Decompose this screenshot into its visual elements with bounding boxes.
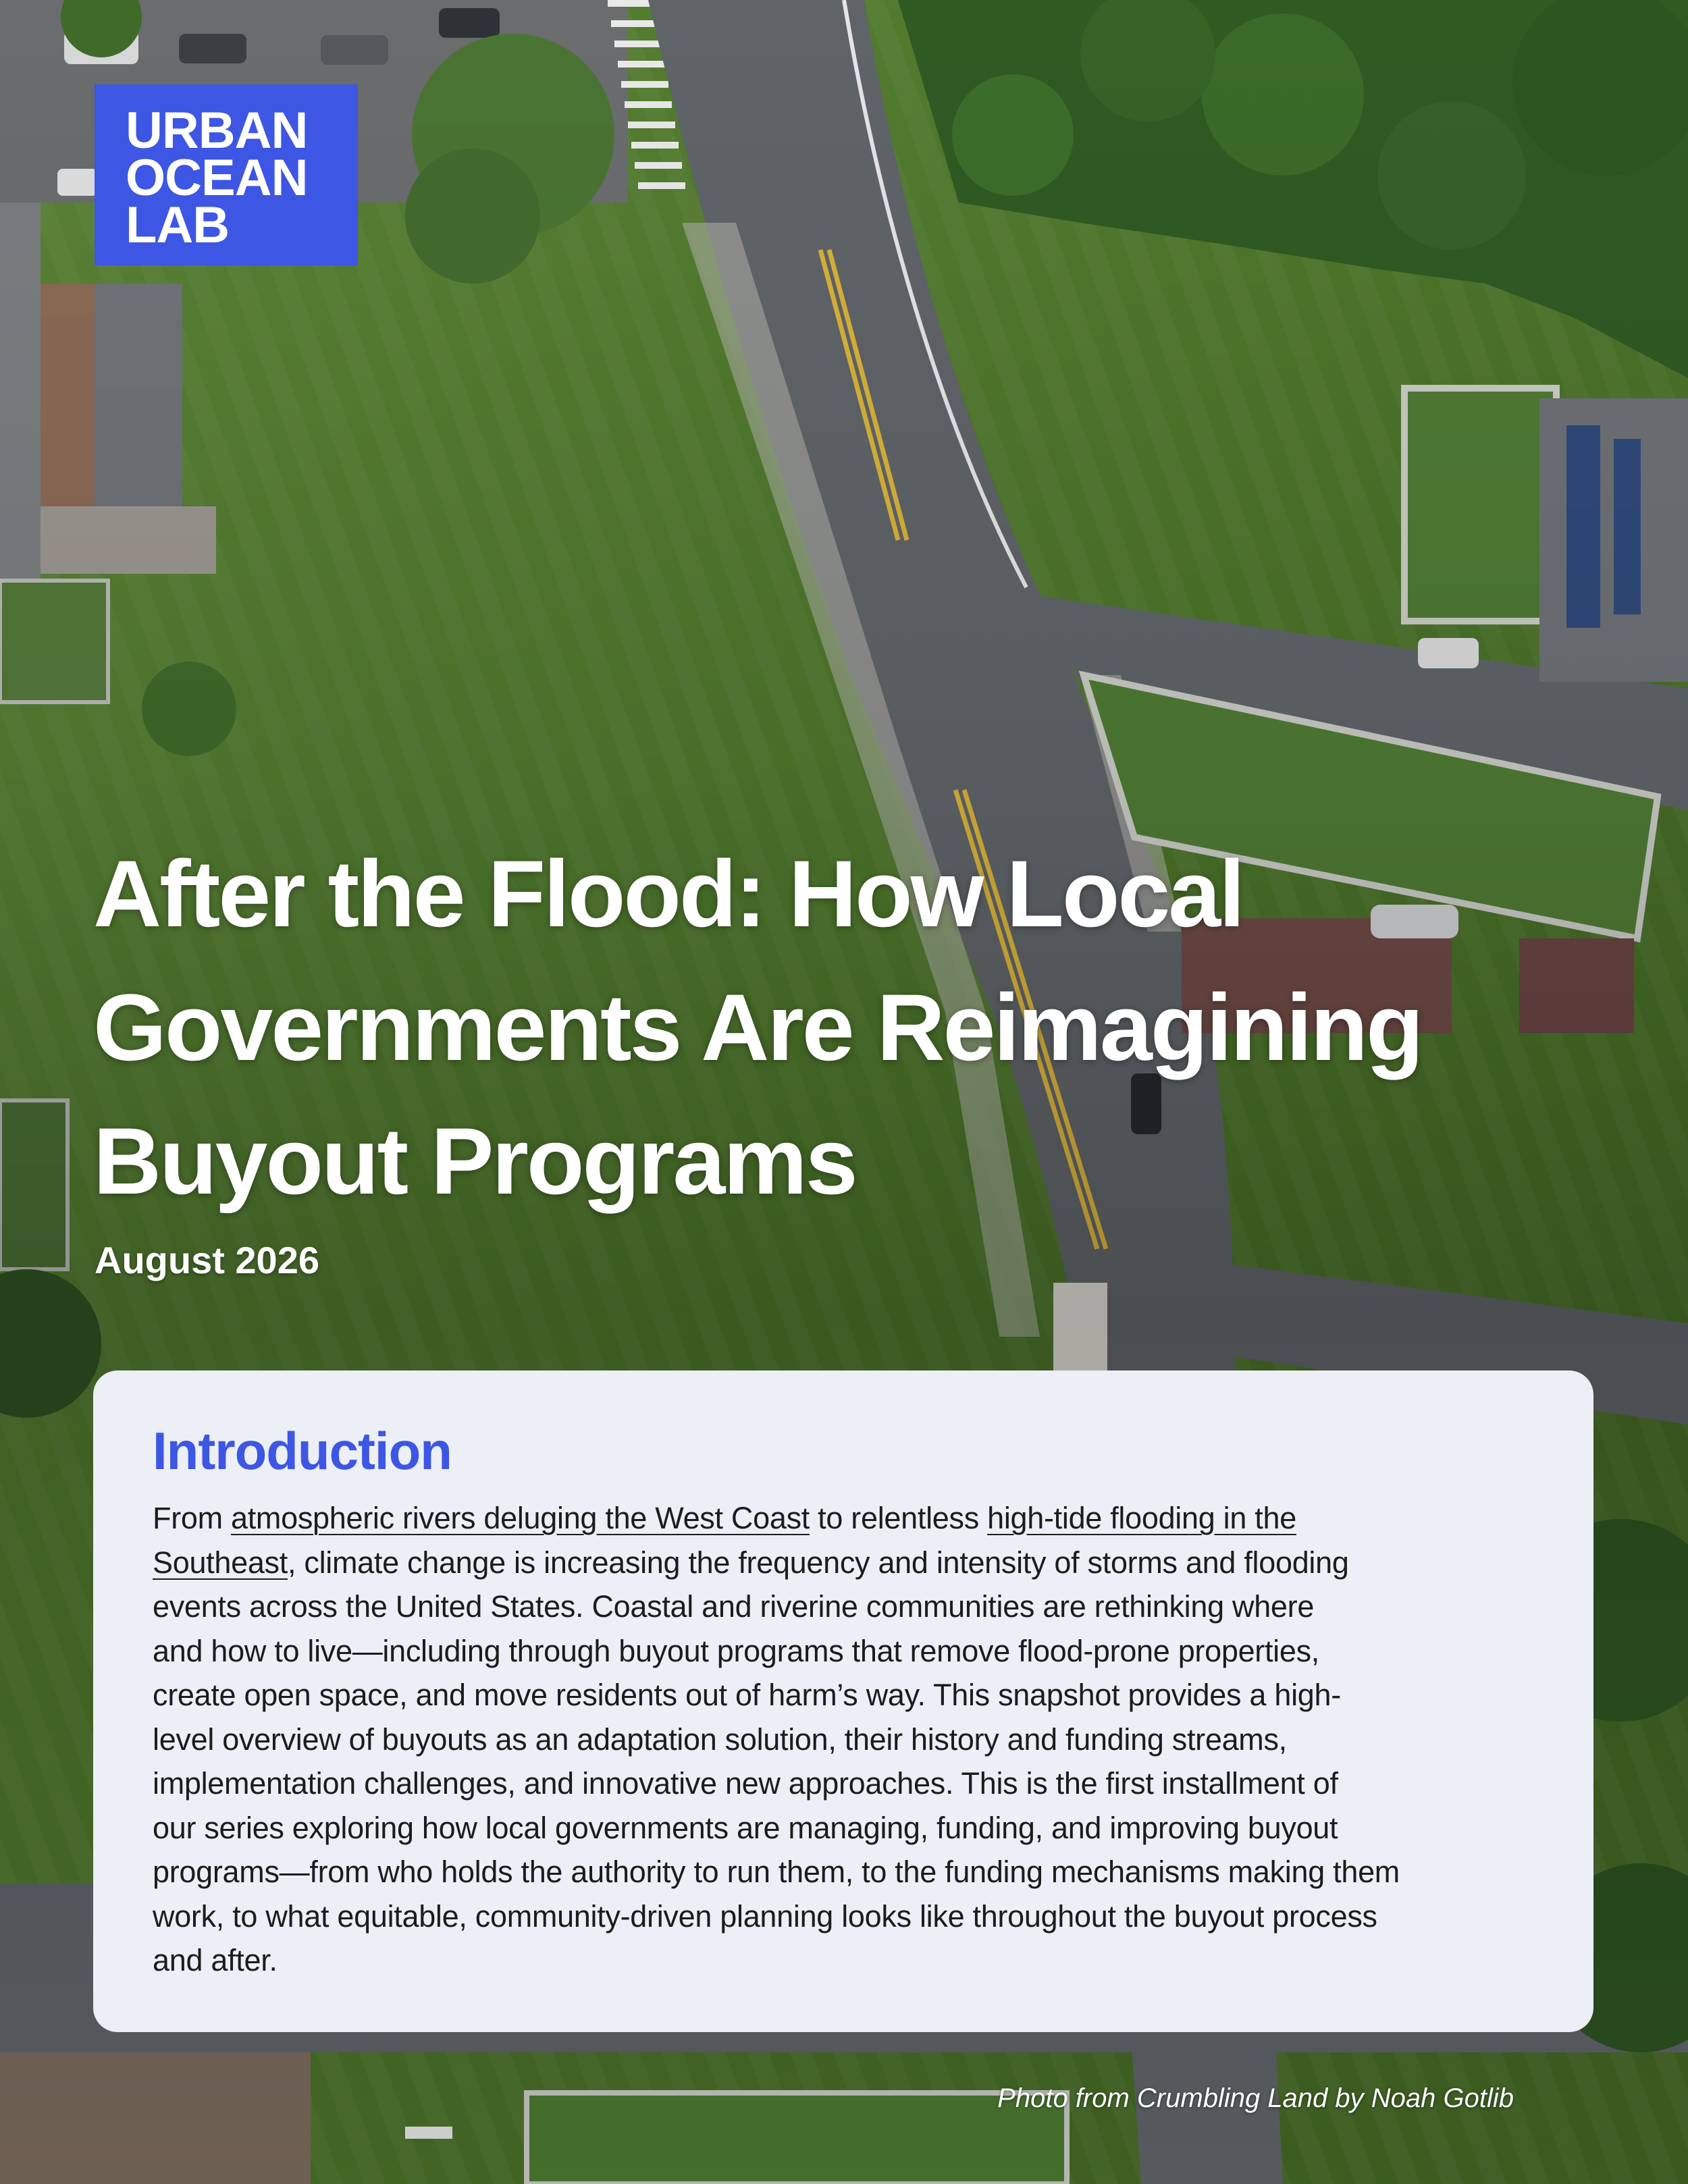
title-line-2: Governments Are Reimagining: [93, 974, 1422, 1080]
intro-line-5: create open space, and move residents out of harm’s way. This snapshot provides a high-: [153, 1678, 1341, 1712]
intro-line-8: our series exploring how local governments are managing, funding, and improving buyout: [153, 1810, 1338, 1845]
intro-line-10: work, to what equitable, community-driven planning looks like throughout the buyout process: [153, 1898, 1377, 1934]
intro-line-9: programs—from who holds the authority to run them, to the funding mechanisms making them: [153, 1855, 1400, 1889]
intro-line-4: and how to live—including through buyout programs that remove flood-prone properties,: [153, 1633, 1320, 1668]
intro-text: , climate change is increasing the frequency and intensity of storms and flooding: [287, 1545, 1349, 1580]
title-line-1: After the Flood: How Local: [93, 841, 1244, 947]
photo-credit: Photo from Crumbling Land by Noah Gotlib: [997, 2083, 1514, 2113]
link-high-tide-flooding[interactable]: high-tide flooding in the: [987, 1501, 1296, 1535]
title-line-3: Buyout Programs: [93, 1108, 856, 1214]
publication-date: August 2026: [95, 1239, 319, 1281]
link-atmospheric-rivers[interactable]: atmospheric rivers deluging the West Coast: [231, 1501, 810, 1535]
intro-line-11: and after.: [153, 1943, 278, 1977]
intro-line-6: level overview of buyouts as an adaptation solution, their history and funding streams,: [153, 1722, 1287, 1757]
logo-line-2: OCEAN: [126, 149, 308, 207]
logo-line-1: URBAN: [126, 102, 308, 159]
introduction-heading: Introduction: [153, 1421, 452, 1481]
intro-line-1: [153, 1496, 1553, 1541]
report-title: [93, 827, 1579, 1228]
logo-line-3: LAB: [126, 196, 230, 254]
urban-ocean-lab-logo: [95, 84, 358, 265]
intro-line-7: implementation challenges, and innovative new approaches. This is the first installment of: [153, 1766, 1338, 1801]
intro-line-3: events across the United States. Coastal and riverine communities are rethinking where: [153, 1589, 1315, 1624]
introduction-body: [153, 1496, 1553, 1983]
intro-text: to relentless: [809, 1501, 988, 1535]
intro-line-2: [153, 1541, 1553, 1585]
introduction-card: [93, 1370, 1593, 2032]
link-high-tide-flooding-southeast[interactable]: Southeast: [153, 1545, 288, 1580]
intro-text: From: [153, 1501, 231, 1535]
